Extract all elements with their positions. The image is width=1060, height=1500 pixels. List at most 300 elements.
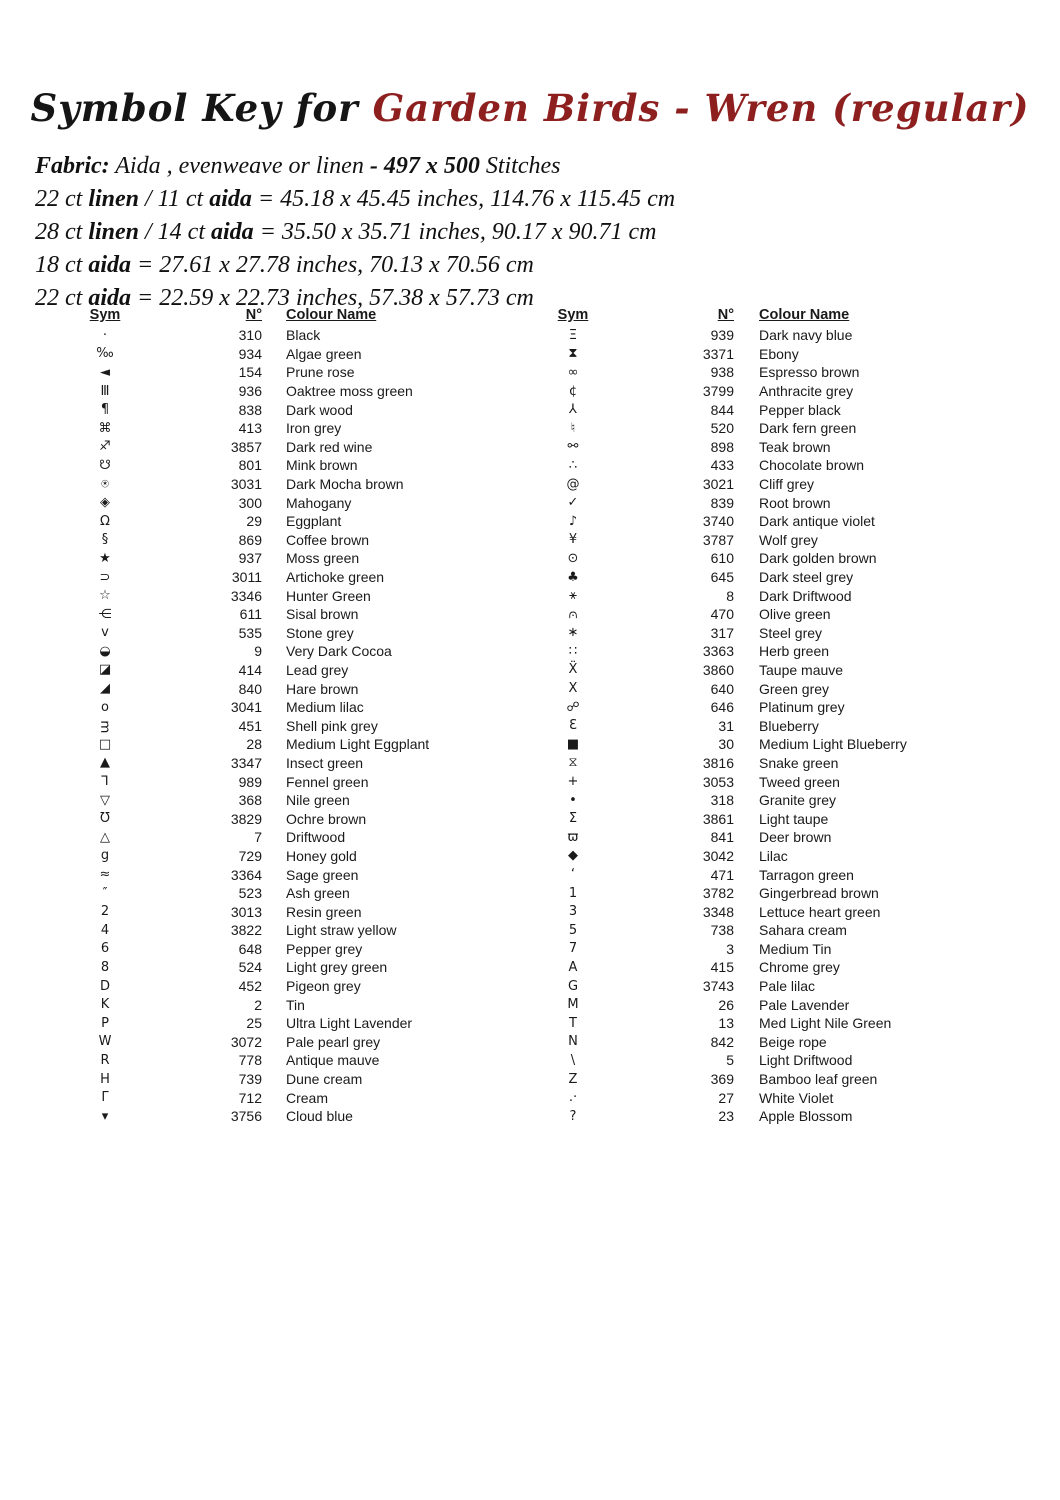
colour-name-cell: Teak brown <box>759 438 831 455</box>
symbol-cell: ⩀ <box>568 606 578 622</box>
number-cell: 712 <box>238 1089 262 1106</box>
key-row <box>518 586 988 605</box>
key-row <box>518 1107 988 1126</box>
symbol-cell: K <box>100 997 110 1013</box>
key-row <box>518 1070 988 1089</box>
symbol-cell: G <box>567 978 579 994</box>
number-cell: 414 <box>238 661 262 678</box>
colour-name-cell: Blueberry <box>759 717 819 734</box>
colour-name-cell: Prune rose <box>286 364 355 381</box>
number-cell: 937 <box>238 550 262 567</box>
number-cell: 3782 <box>702 885 734 902</box>
fabric-segment: 22 ct <box>35 285 89 311</box>
symbol-cell: ⊃ <box>99 569 111 585</box>
colour-name-cell: Green grey <box>759 680 830 697</box>
symbol-cell: ϖ <box>567 829 579 845</box>
number-cell: 838 <box>238 401 262 418</box>
symbol-cell: 6 <box>100 941 110 957</box>
colour-name-cell: White Violet <box>759 1089 834 1106</box>
symbol-cell: ■ <box>566 736 580 752</box>
symbol-cell: o <box>101 699 109 715</box>
colour-name-cell: Dark steel grey <box>759 569 854 586</box>
symbol-cell: Ʊ <box>100 811 110 827</box>
colour-name-cell: Mahogany <box>286 494 352 511</box>
symbol-cell: 7 <box>568 941 578 957</box>
number-cell: 3346 <box>230 587 262 604</box>
number-cell: 3031 <box>230 476 262 493</box>
colour-name-cell: Pale lilac <box>759 978 816 995</box>
colour-name-cell: Root brown <box>759 494 831 511</box>
symbol-cell: § <box>101 532 109 548</box>
fabric-segment: 28 ct <box>35 219 89 245</box>
number-cell: 3072 <box>230 1033 262 1050</box>
key-table-header-right <box>518 304 988 326</box>
symbol-cell: ⚹ <box>569 588 577 604</box>
colour-name-cell: Pepper grey <box>286 940 363 957</box>
symbol-cell: + <box>567 774 579 790</box>
symbol-cell: N <box>568 1034 578 1050</box>
number-cell: 938 <box>710 364 734 381</box>
header-sym: Sym <box>89 306 121 323</box>
colour-name-cell: Light taupe <box>759 810 829 827</box>
key-row <box>518 624 988 643</box>
fabric-segment: = 35.50 x 35.71 inches, 90.17 x 90.71 cm <box>253 219 657 245</box>
key-row <box>518 568 988 587</box>
symbol-cell: P <box>101 1015 109 1031</box>
symbol-cell: ‘ <box>570 867 576 883</box>
fabric-bold-segment: linen <box>88 186 140 212</box>
key-row <box>60 363 510 382</box>
number-cell: 27 <box>718 1089 734 1106</box>
key-row <box>60 605 510 624</box>
number-cell: 3816 <box>702 754 734 771</box>
number-cell: 452 <box>238 978 262 995</box>
colour-name-cell: Driftwood <box>286 829 346 846</box>
symbol-cell: X <box>568 681 578 697</box>
number-cell: 841 <box>710 829 734 846</box>
number-cell: 415 <box>710 959 734 976</box>
symbol-cell: A <box>568 959 578 975</box>
colour-name-cell: Iron grey <box>286 420 342 437</box>
key-row <box>518 512 988 531</box>
fabric-line <box>35 183 1025 216</box>
key-row <box>518 735 988 754</box>
key-row <box>518 1033 988 1052</box>
number-cell: 433 <box>710 457 734 474</box>
colour-name-cell: Cliff grey <box>759 476 814 493</box>
number-cell: 648 <box>238 940 262 957</box>
number-cell: 801 <box>238 457 262 474</box>
number-cell: 936 <box>238 383 262 400</box>
colour-name-cell: Wolf grey <box>759 531 818 548</box>
key-row <box>60 456 510 475</box>
number-cell: 29 <box>246 513 262 530</box>
symbol-cell: H <box>100 1071 110 1087</box>
fabric-segment: = 22.59 x 22.73 inches, 57.38 x 57.73 cm <box>131 285 534 311</box>
number-cell: 738 <box>710 922 734 939</box>
key-row <box>60 809 510 828</box>
colour-name-cell: Dark Mocha brown <box>286 476 404 493</box>
colour-name-cell: Gingerbread brown <box>759 885 879 902</box>
number-cell: 3348 <box>702 903 734 920</box>
key-row <box>60 382 510 401</box>
colour-name-cell: Coffee brown <box>286 531 370 548</box>
number-cell: 13 <box>718 1015 734 1032</box>
number-cell: 524 <box>238 959 262 976</box>
colour-name-cell: Mink brown <box>286 457 358 474</box>
fabric-bold-segment: aida <box>209 186 252 212</box>
symbol-cell: @ <box>566 476 580 492</box>
number-cell: 778 <box>238 1052 262 1069</box>
key-table-header-left <box>60 304 510 326</box>
key-row <box>60 400 510 419</box>
key-row <box>60 512 510 531</box>
colour-name-cell: Oaktree moss green <box>286 383 413 400</box>
number-cell: 413 <box>238 420 262 437</box>
key-row <box>60 1033 510 1052</box>
colour-name-cell: Pale Lavender <box>759 996 850 1013</box>
fabric-bold-segment: - 497 x 500 <box>369 153 480 179</box>
symbol-cell: W <box>98 1034 112 1050</box>
number-cell: 471 <box>710 866 734 883</box>
symbol-cell: Σ <box>568 811 578 827</box>
key-row <box>518 1051 988 1070</box>
colour-name-cell: Granite grey <box>759 792 837 809</box>
symbol-cell: 8 <box>100 959 110 975</box>
key-row <box>518 419 988 438</box>
number-cell: 3053 <box>702 773 734 790</box>
key-row <box>60 1107 510 1126</box>
key-row <box>518 382 988 401</box>
number-cell: 23 <box>718 1108 734 1125</box>
symbol-cell: T <box>569 1015 577 1031</box>
number-cell: 646 <box>710 699 734 716</box>
number-cell: 3861 <box>702 810 734 827</box>
key-row <box>518 605 988 624</box>
number-cell: 3740 <box>702 513 734 530</box>
key-row <box>60 1088 510 1107</box>
key-row <box>518 438 988 457</box>
colour-name-cell: Espresso brown <box>759 364 860 381</box>
symbol-cell: ♪ <box>568 513 578 529</box>
number-cell: 520 <box>710 420 734 437</box>
number-cell: 729 <box>238 847 262 864</box>
number-cell: 5 <box>726 1052 734 1069</box>
colour-name-cell: Cloud blue <box>286 1108 353 1125</box>
key-row <box>518 661 988 680</box>
colour-name-cell: Hare brown <box>286 680 359 697</box>
colour-name-cell: Pepper black <box>759 401 841 418</box>
number-cell: 368 <box>238 792 262 809</box>
colour-name-cell: Dark antique violet <box>759 513 875 530</box>
header-colour: Colour Name <box>286 306 377 323</box>
key-row <box>60 642 510 661</box>
symbol-cell: 3 <box>568 904 578 920</box>
symbol-cell: \ <box>570 1052 576 1068</box>
colour-name-cell: Medium Tin <box>759 940 832 957</box>
key-row <box>518 493 988 512</box>
fabric-segment: 22 ct <box>35 186 89 212</box>
key-row <box>60 419 510 438</box>
symbol-cell: .· <box>568 1090 578 1106</box>
key-row <box>518 884 988 903</box>
colour-name-cell: Eggplant <box>286 513 342 530</box>
symbol-cell: ? <box>569 1108 577 1124</box>
colour-name-cell: Ultra Light Lavender <box>286 1015 413 1032</box>
colour-name-cell: Antique mauve <box>286 1052 380 1069</box>
key-row <box>60 531 510 550</box>
colour-name-cell: Sisal brown <box>286 606 359 623</box>
symbol-cell: ♣ <box>567 569 579 585</box>
key-row <box>518 1088 988 1107</box>
symbol-cell: ▽ <box>100 792 110 808</box>
key-row <box>518 977 988 996</box>
symbol-cell: ☍ <box>566 699 580 715</box>
key-row <box>518 475 988 494</box>
symbol-cell: ⍟ <box>101 476 109 492</box>
symbol-cell: M <box>567 997 579 1013</box>
key-row <box>60 586 510 605</box>
number-cell: 300 <box>238 494 262 511</box>
symbol-cell: ≈ <box>99 867 111 883</box>
title-subject: Garden Birds - Wren (regular) <box>372 86 1030 130</box>
key-row <box>60 438 510 457</box>
key-row <box>60 698 510 717</box>
colour-name-cell: Snake green <box>759 754 839 771</box>
symbol-cell: ☆ <box>99 588 111 604</box>
key-row <box>518 1014 988 1033</box>
key-row <box>60 716 510 735</box>
key-row <box>518 400 988 419</box>
number-cell: 31 <box>718 717 734 734</box>
colour-name-cell: Ochre brown <box>286 810 367 827</box>
colour-name-cell: Dark navy blue <box>759 327 853 344</box>
symbol-cell: ⌘ <box>98 420 112 436</box>
number-cell: 3857 <box>230 438 262 455</box>
number-cell: 839 <box>710 494 734 511</box>
colour-name-cell: Chrome grey <box>759 959 840 976</box>
number-cell: 610 <box>710 550 734 567</box>
colour-name-cell: Medium lilac <box>286 699 364 716</box>
key-row <box>518 679 988 698</box>
number-cell: 3363 <box>702 643 734 660</box>
number-cell: 26 <box>718 996 734 1013</box>
colour-name-cell: Medium Light Blueberry <box>759 736 907 753</box>
colour-name-cell: Dark Driftwood <box>759 587 852 604</box>
fabric-bold-segment: Fabric: <box>35 153 110 179</box>
colour-name-cell: Nile green <box>286 792 350 809</box>
key-row <box>60 661 510 680</box>
symbol-cell: ∞ <box>567 364 579 380</box>
colour-name-cell: Dark red wine <box>286 438 373 455</box>
symbol-cell: ″ <box>102 885 108 901</box>
key-row <box>60 1014 510 1033</box>
key-row <box>518 940 988 959</box>
header-sym: Sym <box>557 306 589 323</box>
symbol-cell: ▾ <box>101 1108 109 1124</box>
number-cell: 869 <box>238 531 262 548</box>
header-number: N° <box>717 306 734 323</box>
symbol-cell: ◪ <box>98 662 112 678</box>
colour-name-cell: Fennel green <box>286 773 369 790</box>
symbol-cell: ∷ <box>568 643 578 659</box>
symbol-cell: D <box>99 978 110 994</box>
number-cell: 25 <box>246 1015 262 1032</box>
colour-name-cell: Tin <box>286 996 305 1013</box>
key-row <box>60 921 510 940</box>
key-row <box>518 363 988 382</box>
symbol-cell: g <box>100 848 110 864</box>
number-cell: 28 <box>246 736 262 753</box>
number-cell: 8 <box>726 587 734 604</box>
key-row <box>518 791 988 810</box>
number-cell: 3822 <box>230 922 262 939</box>
colour-name-cell: Ash green <box>286 885 350 902</box>
colour-name-cell: Insect green <box>286 754 364 771</box>
symbol-cell: ∴ <box>568 457 578 473</box>
key-row <box>60 754 510 773</box>
key-row <box>518 326 988 345</box>
colour-name-cell: Very Dark Cocoa <box>286 643 392 660</box>
colour-name-cell: Chocolate brown <box>759 457 865 474</box>
symbol-cell: ‰ <box>96 346 114 362</box>
number-cell: 310 <box>238 327 262 344</box>
number-cell: 3042 <box>702 847 734 864</box>
key-row <box>60 549 510 568</box>
key-row <box>518 847 988 866</box>
key-row <box>60 902 510 921</box>
symbol-cell: ◈ <box>100 495 110 511</box>
colour-name-cell: Cream <box>286 1089 329 1106</box>
fabric-bold-segment: linen <box>88 219 140 245</box>
key-row <box>60 1051 510 1070</box>
colour-name-cell: Shell pink grey <box>286 717 378 734</box>
number-cell: 470 <box>710 606 734 623</box>
number-cell: 3860 <box>702 661 734 678</box>
symbol-cell: △ <box>100 829 110 845</box>
symbol-cell: ¢ <box>568 383 578 399</box>
number-cell: 939 <box>710 327 734 344</box>
colour-name-cell: Dark wood <box>286 401 353 418</box>
page-title <box>0 86 1060 130</box>
key-row <box>60 735 510 754</box>
colour-name-cell: Pigeon grey <box>286 978 361 995</box>
number-cell: 934 <box>238 345 262 362</box>
key-row <box>60 624 510 643</box>
colour-name-cell: Resin green <box>286 903 362 920</box>
key-row <box>60 475 510 494</box>
symbol-cell: ᴟ <box>100 718 110 734</box>
colour-name-cell: Dark golden brown <box>759 550 877 567</box>
symbol-cell: · <box>102 327 108 343</box>
fabric-segment: Stitches <box>479 153 561 179</box>
colour-name-cell: Olive green <box>759 606 831 623</box>
colour-name-cell: Taupe mauve <box>759 661 844 678</box>
symbol-cell: 2 <box>100 904 110 920</box>
colour-name-cell: Bamboo leaf green <box>759 1071 878 1088</box>
symbol-cell: □ <box>98 736 112 752</box>
symbol-cell: ♮ <box>570 420 576 436</box>
colour-name-cell: Dark fern green <box>759 420 857 437</box>
key-row <box>60 828 510 847</box>
symbol-cell: ¥ <box>568 532 578 548</box>
key-row <box>518 828 988 847</box>
fabric-segment: = 45.18 x 45.45 inches, 114.76 x 115.45 cm <box>251 186 676 212</box>
number-cell: 3011 <box>231 569 262 586</box>
number-cell: 9 <box>254 643 262 660</box>
colour-name-cell: Artichoke green <box>286 569 385 586</box>
fabric-segment: / 14 ct <box>139 219 212 245</box>
key-row <box>60 977 510 996</box>
colour-name-cell: Steel grey <box>759 624 823 641</box>
number-cell: 317 <box>710 624 734 641</box>
number-cell: 3021 <box>702 476 734 493</box>
symbol-cell: ⚯ <box>567 439 579 455</box>
key-row <box>60 493 510 512</box>
symbol-cell: ◆ <box>568 848 578 864</box>
number-cell: 645 <box>710 569 734 586</box>
number-cell: 523 <box>238 885 262 902</box>
colour-name-cell: Med Light Nile Green <box>759 1015 892 1032</box>
symbol-cell: ∗ <box>567 625 579 641</box>
colour-name-cell: Stone grey <box>286 624 354 641</box>
number-cell: 3799 <box>702 383 734 400</box>
key-row <box>60 326 510 345</box>
key-row <box>60 865 510 884</box>
colour-name-cell: Apple Blossom <box>759 1108 853 1125</box>
key-row <box>518 642 988 661</box>
symbol-cell: ▲ <box>100 755 110 771</box>
fabric-bold-segment: aida <box>88 252 131 278</box>
key-row <box>60 1070 510 1089</box>
colour-name-cell: Sahara cream <box>759 922 847 939</box>
key-row <box>518 345 988 364</box>
colour-name-cell: Dune cream <box>286 1071 363 1088</box>
number-cell: 369 <box>710 1071 734 1088</box>
colour-name-cell: Pale pearl grey <box>286 1033 381 1050</box>
symbol-cell: ⅂ <box>101 774 109 790</box>
symbol-cell: Ⅲ <box>100 383 110 399</box>
key-row <box>60 847 510 866</box>
number-cell: 898 <box>710 438 734 455</box>
key-row <box>60 995 510 1014</box>
number-cell: 3 <box>726 940 734 957</box>
key-row <box>518 921 988 940</box>
colour-name-cell: Sage green <box>286 866 359 883</box>
symbol-cell: Z <box>568 1071 578 1087</box>
number-cell: 3787 <box>702 531 734 548</box>
symbol-cell: Ξ <box>568 327 578 343</box>
colour-name-cell: Tarragon green <box>759 866 854 883</box>
number-cell: 3829 <box>230 810 262 827</box>
colour-name-cell: Lead grey <box>286 661 349 678</box>
key-row <box>518 809 988 828</box>
symbol-cell: 5 <box>568 922 578 938</box>
symbol-cell: R <box>100 1052 110 1068</box>
colour-name-cell: Deer brown <box>759 829 832 846</box>
fabric-line <box>35 150 1025 183</box>
header-number: N° <box>245 306 262 323</box>
number-cell: 611 <box>239 606 262 623</box>
fabric-segment: 18 ct <box>35 252 89 278</box>
number-cell: 318 <box>710 792 734 809</box>
number-cell: 30 <box>718 736 734 753</box>
fabric-info <box>35 150 1025 315</box>
colour-name-cell: Medium Light Eggplant <box>286 736 430 753</box>
number-cell: 640 <box>710 680 734 697</box>
key-row <box>518 698 988 717</box>
number-cell: 154 <box>238 364 262 381</box>
